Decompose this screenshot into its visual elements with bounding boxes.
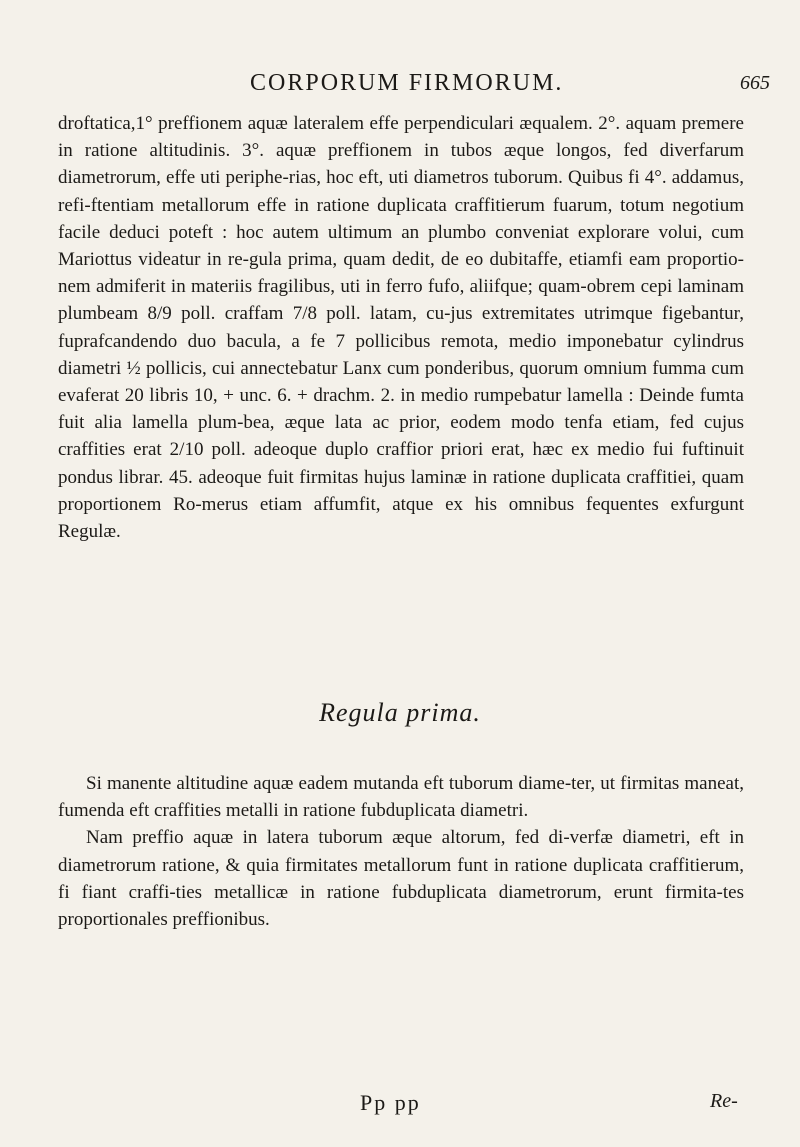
- signature-mark: Pp pp: [360, 1090, 421, 1115]
- rule-explanation: Nam preffio aquæ in latera tuborum æque altorum, fed di-verfæ diametri, eft in diametrorum ratione, & quia firmitates metallorum funt in ratione duplicata craffitierum, fi fiant craffi-ties metallicæ in ratione fubduplicata diametrorum, erunt firmita-tes proportionales preffionibus.: [58, 827, 744, 931]
- section-heading: Regula prima.: [319, 698, 481, 727]
- section-text-block: [58, 770, 744, 933]
- main-text-block: [58, 110, 744, 545]
- catchword: Re-: [710, 1090, 738, 1112]
- page-number: 665: [740, 72, 770, 94]
- running-head: [0, 70, 800, 100]
- rule-statement: Si manente altitudine aquæ eadem mutanda eft tuborum diame-ter, ut firmitas maneat, fumenda eft craffities metalli in ratione fubduplicata diametri.: [58, 773, 744, 822]
- paragraph-continuation: droftatica,1° preffionem aquæ lateralem effe perpendiculari æqualem. 2°. aquam premere in ratione altitudinis. 3°. aquæ preffionem in tubos æque longos, fed diverfarum diametrorum, effe uti periphe-rias, hoc eft, uti diametros tuborum. Quibus fi 4°. addamus, refi-ftentiam metallorum effe in ratione duplicata craffitierum fuarum, totum negotium facile deduci poteft : hoc autem ultimum an plumbo conveniat explorare volui, cum Mariottus videatur in re-gula prima, quam dedit, de eo dubitaffe, etiamfi eam proportio-nem admiferit in materiis fragilibus, uti in ferro fufo, aliifque; quam-obrem cepi laminam plumbeam 8/9 poll. craffam 7/8 poll. latam, cu-jus extremitates utrimque figebantur, fuprafcandendo duo bacula, a fe 7 pollicibus remota, medio imponebatur cylindrus diametri ½ pollicis, cui annectebatur Lanx cum ponderibus, quorum omnium fumma cum evaferat 20 libris 10, + unc. 6. + drachm. 2. in medio rumpebatur lamella : Deinde fumta fuit alia lamella plum-bea, æque lata ac prior, eodem modo tenfa etiam, fed cujus craffities erat 2/10 poll. adeoque duplo craffior priori erat, hæc ex medio fui fuftinuit pondus librar. 45. adeoque fuit firmitas hujus laminæ in ratione duplicata craffitiei, quam proportionem Ro-merus etiam affumfit, atque ex his omnibus fequentes exfurgunt Regulæ.: [58, 113, 744, 543]
- running-title: CORPORUM FIRMORUM.: [250, 70, 564, 96]
